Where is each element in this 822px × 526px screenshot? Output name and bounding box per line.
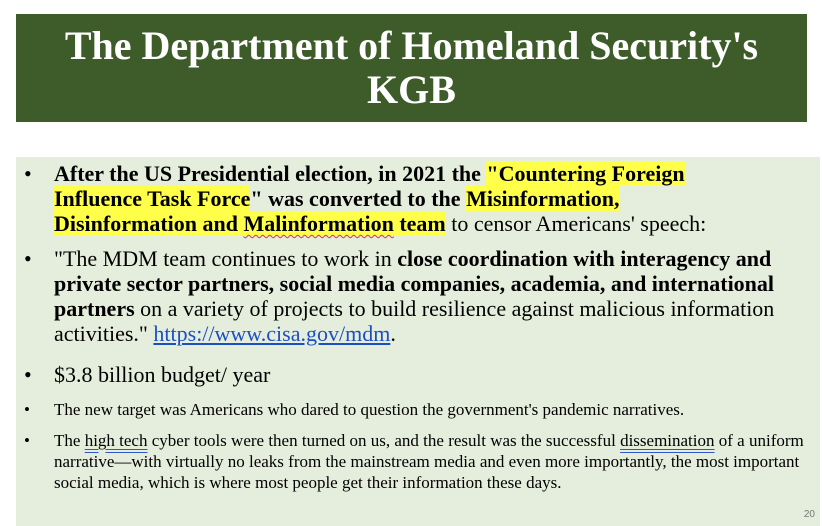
bullet-5-underlined: dissemination <box>620 431 715 450</box>
bullet-5-part: of a uniform narrative—with virtually no leaks from the mainstream media and even more importantly, the most important social media, which is where most people get their information these days. <box>54 431 804 492</box>
slide-title-line-2: KGB <box>367 67 456 112</box>
bullet-2-part: on a variety of projects to build resilience against malicious information activities." <box>54 296 775 346</box>
bullet-1-highlight: Influence Task Force <box>54 186 251 211</box>
bullet-1-highlight: Disinformation and <box>54 211 244 236</box>
page-number: 20 <box>803 509 815 520</box>
bullet-1-highlight: Misinformation, <box>466 186 620 211</box>
bullet-5-text <box>54 430 814 493</box>
bullet-3-text: $3.8 billion budget/ year <box>54 362 271 387</box>
slide-title-line-1: The Department of Homeland Security's <box>64 23 759 68</box>
bullet-1-part: to censor Americans' speech: <box>445 211 707 236</box>
bullet-4-text: The new target was Americans who dared to question the government's pandemic narratives. <box>54 400 685 419</box>
bullet-marker: • <box>24 362 32 387</box>
bullet-marker: • <box>24 161 32 186</box>
bullet-1-highlight: "Countering Foreign <box>486 161 685 186</box>
bullet-marker: • <box>24 400 30 419</box>
bullet-2-part: "The MDM team continues to work in <box>54 246 398 271</box>
bullet-1-part: " was converted to the <box>250 186 467 211</box>
slide-title-bar <box>16 14 807 122</box>
bullet-1-highlight: Malinformation <box>243 211 394 236</box>
bullet-5-underlined: high tech <box>84 431 148 450</box>
bullet-1-text <box>54 161 814 236</box>
slide-content-panel <box>16 157 820 526</box>
bullet-1-highlight: team <box>393 211 446 236</box>
bullet-5-part: The <box>54 431 85 450</box>
bullet-5-part: cyber tools were then turned on us, and the result was the successful <box>147 431 621 450</box>
bullet-2-part: . <box>390 321 396 346</box>
cisa-mdm-link[interactable]: https://www.cisa.gov/mdm <box>153 321 391 346</box>
bullet-2-bold: close coordination with interagency and private sector partners, social media companies, academia, and international partners <box>54 246 775 321</box>
bullet-2-text <box>54 246 814 346</box>
bullet-1-part: After the US Presidential election, in 2021 the <box>54 161 487 186</box>
bullet-marker: • <box>24 431 30 450</box>
bullet-marker: • <box>24 246 32 271</box>
